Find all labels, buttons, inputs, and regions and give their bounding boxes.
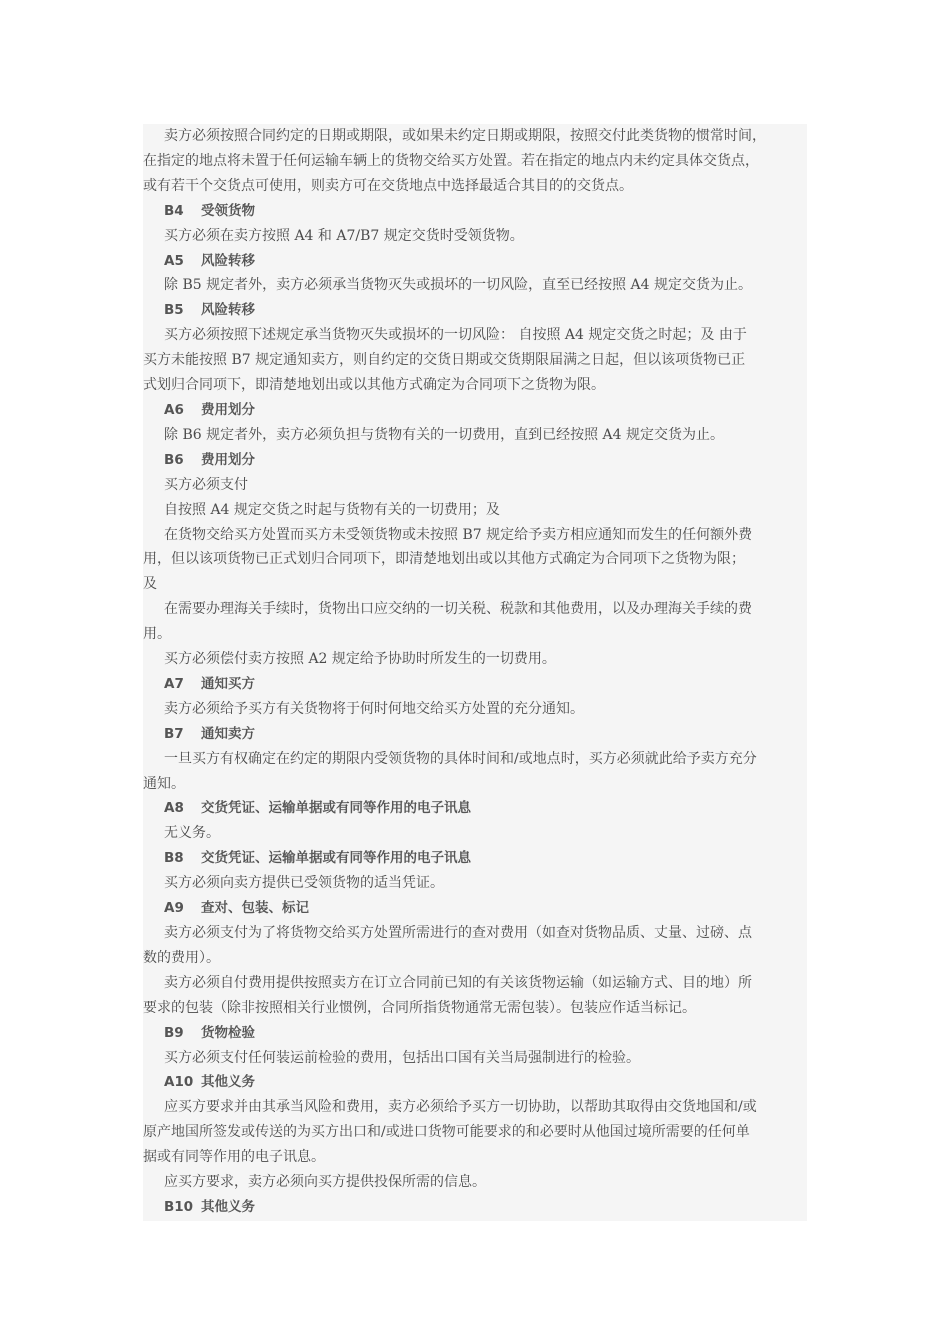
- section-code: B8: [164, 850, 184, 867]
- section-heading: [143, 672, 807, 697]
- text-line: 用。: [143, 626, 171, 643]
- text-line: 除 B5 规定者外，卖方必须承当货物灭失或损坏的一切风险，直至已经按照 A4 规定交货为止。: [164, 277, 753, 294]
- paragraph: [143, 498, 807, 523]
- text-line: 在指定的地点将未置于任何运输车辆上的货物交给买方处置。若在指定的地点内未约定具体交货点，: [143, 152, 759, 169]
- text-line: 除 B6 规定者外，卖方必须负担与货物有关的一切费用，直到已经按照 A4 规定交货为止。: [164, 426, 725, 443]
- section-code: B4: [164, 202, 184, 219]
- section-heading: [143, 199, 807, 224]
- section-code: A10: [164, 1074, 194, 1091]
- paragraph: [143, 1095, 807, 1170]
- paragraph: [143, 871, 807, 896]
- text-line: 及: [143, 576, 157, 593]
- text-line: 一旦买方有权确定在约定的期限内受领货物的具体时间和/或地点时，买方必须就此给予卖方充分: [164, 750, 757, 767]
- section-title: 交货凭证、运输单据或有同等作用的电子讯息: [201, 800, 471, 817]
- section-title: 交货凭证、运输单据或有同等作用的电子讯息: [201, 850, 471, 867]
- document-body: [143, 124, 807, 1221]
- paragraph: [143, 971, 807, 1021]
- paragraph: [143, 747, 807, 797]
- text-line: 卖方必须支付为了将货物交给买方处置所需进行的查对费用（如查对货物品质、丈量、过磅、点: [164, 925, 752, 941]
- section-title: 受领货物: [201, 202, 255, 219]
- paragraph: [143, 647, 807, 672]
- section-title: 其他义务: [201, 1074, 255, 1091]
- text-line: 无义务。: [164, 825, 220, 842]
- text-line: 应买方要求并由其承当风险和费用，卖方必须给予买方一切协助，以帮助其取得由交货地国和/或: [164, 1099, 757, 1116]
- paragraph: [143, 473, 807, 498]
- text-line: 买方必须支付: [164, 476, 248, 493]
- section-heading: [143, 398, 807, 423]
- text-line: 买方未能按照 B7 规定通知卖方，则自约定的交货日期或交货期限届满之日起，但以该项货物已正: [143, 352, 746, 369]
- section-title: 费用划分: [201, 401, 255, 418]
- section-heading: [143, 796, 807, 821]
- text-line: 买方必须按照下述规定承当货物灭失或损坏的一切风险： 自按照 A4 规定交货之时起；及 由于: [164, 327, 747, 344]
- section-heading: [143, 722, 807, 747]
- text-line: 应买方要求，卖方必须向买方提供投保所需的信息。: [164, 1174, 486, 1191]
- text-line: 在需要办理海关手续时，货物出口应交纳的一切关税、税款和其他费用，以及办理海关手续的费: [164, 601, 752, 618]
- text-line: 用，但以该项货物已正式划归合同项下，即清楚地划出或以其他方式确定为合同项下之货物为限；: [143, 551, 745, 568]
- section-heading: [143, 896, 807, 921]
- paragraph: [143, 1046, 807, 1071]
- paragraph: [143, 273, 807, 298]
- section-code: B6: [164, 451, 184, 468]
- paragraph: [143, 523, 807, 598]
- paragraph: [143, 921, 807, 971]
- section-title: 货物检验: [201, 1024, 255, 1041]
- section-heading: [143, 298, 807, 323]
- paragraph: [143, 1170, 807, 1195]
- section-heading: [143, 1195, 807, 1220]
- section-code: A8: [164, 800, 184, 817]
- section-code: A9: [164, 900, 184, 917]
- text-line: 数的费用）。: [143, 949, 220, 966]
- text-line: 买方必须在卖方按照 A4 和 A7/B7 规定交货时受领货物。: [164, 227, 524, 244]
- text-line: 买方必须向卖方提供已受领货物的适当凭证。: [164, 875, 444, 892]
- text-line: 买方必须支付任何装运前检验的费用，包括出口国有关当局强制进行的检验。: [164, 1049, 640, 1066]
- section-title: 费用划分: [201, 451, 255, 468]
- section-title: 通知卖方: [201, 725, 255, 742]
- section-heading: [143, 1021, 807, 1046]
- section-heading: [143, 1070, 807, 1095]
- text-line: 通知。: [143, 775, 185, 792]
- text-line: 卖方必须按照合同约定的日期或期限，或如果未约定日期或期限，按照交付此类货物的惯常时间，: [164, 128, 766, 144]
- section-heading: [143, 448, 807, 473]
- text-line: 或有若干个交货点可使用，则卖方可在交货地点中选择最适合其目的的交货点。: [143, 177, 633, 194]
- text-line: 买方必须偿付卖方按照 A2 规定给予协助时所发生的一切费用。: [164, 651, 556, 668]
- text-line: 自按照 A4 规定交货之时起与货物有关的一切费用；及: [164, 501, 500, 518]
- text-line: 原产地国所签发或传送的为买方出口和/或进口货物可能要求的和必要时从他国过境所需要的任何单: [143, 1124, 750, 1141]
- section-code: B9: [164, 1024, 184, 1041]
- section-code: B10: [164, 1198, 194, 1215]
- section-title: 风险转移: [201, 252, 255, 269]
- section-code: A5: [164, 252, 184, 269]
- text-line: 式划归合同项下，即清楚地划出或以其他方式确定为合同项下之货物为限。: [143, 377, 605, 394]
- paragraph: [143, 124, 807, 199]
- text-line: 据或有同等作用的电子讯息。: [143, 1149, 325, 1166]
- section-title: 其他义务: [201, 1198, 255, 1215]
- section-code: A7: [164, 675, 184, 692]
- section-code: B7: [164, 725, 184, 742]
- text-line: 卖方必须给予买方有关货物将于何时何地交给买方处置的充分通知。: [164, 700, 584, 717]
- section-heading: [143, 249, 807, 274]
- section-title: 查对、包装、标记: [201, 900, 309, 917]
- paragraph: [143, 597, 807, 647]
- text-line: 要求的包装（除非按照相关行业惯例，合同所指货物通常无需包装）。包装应作适当标记。: [143, 999, 696, 1016]
- paragraph: [143, 323, 807, 398]
- section-title: 通知买方: [201, 675, 255, 692]
- paragraph: [143, 423, 807, 448]
- section-heading: [143, 846, 807, 871]
- section-title: 风险转移: [201, 302, 255, 319]
- section-code: A6: [164, 401, 184, 418]
- section-code: B5: [164, 302, 184, 319]
- paragraph: [143, 697, 807, 722]
- paragraph: [143, 224, 807, 249]
- paragraph: [143, 821, 807, 846]
- text-line: 卖方必须自付费用提供按照卖方在订立合同前已知的有关该货物运输（如运输方式、目的地）所: [164, 974, 752, 991]
- text-line: 在货物交给买方处置而买方未受领货物或未按照 B7 规定给予卖方相应通知而发生的任何额外费: [164, 526, 753, 543]
